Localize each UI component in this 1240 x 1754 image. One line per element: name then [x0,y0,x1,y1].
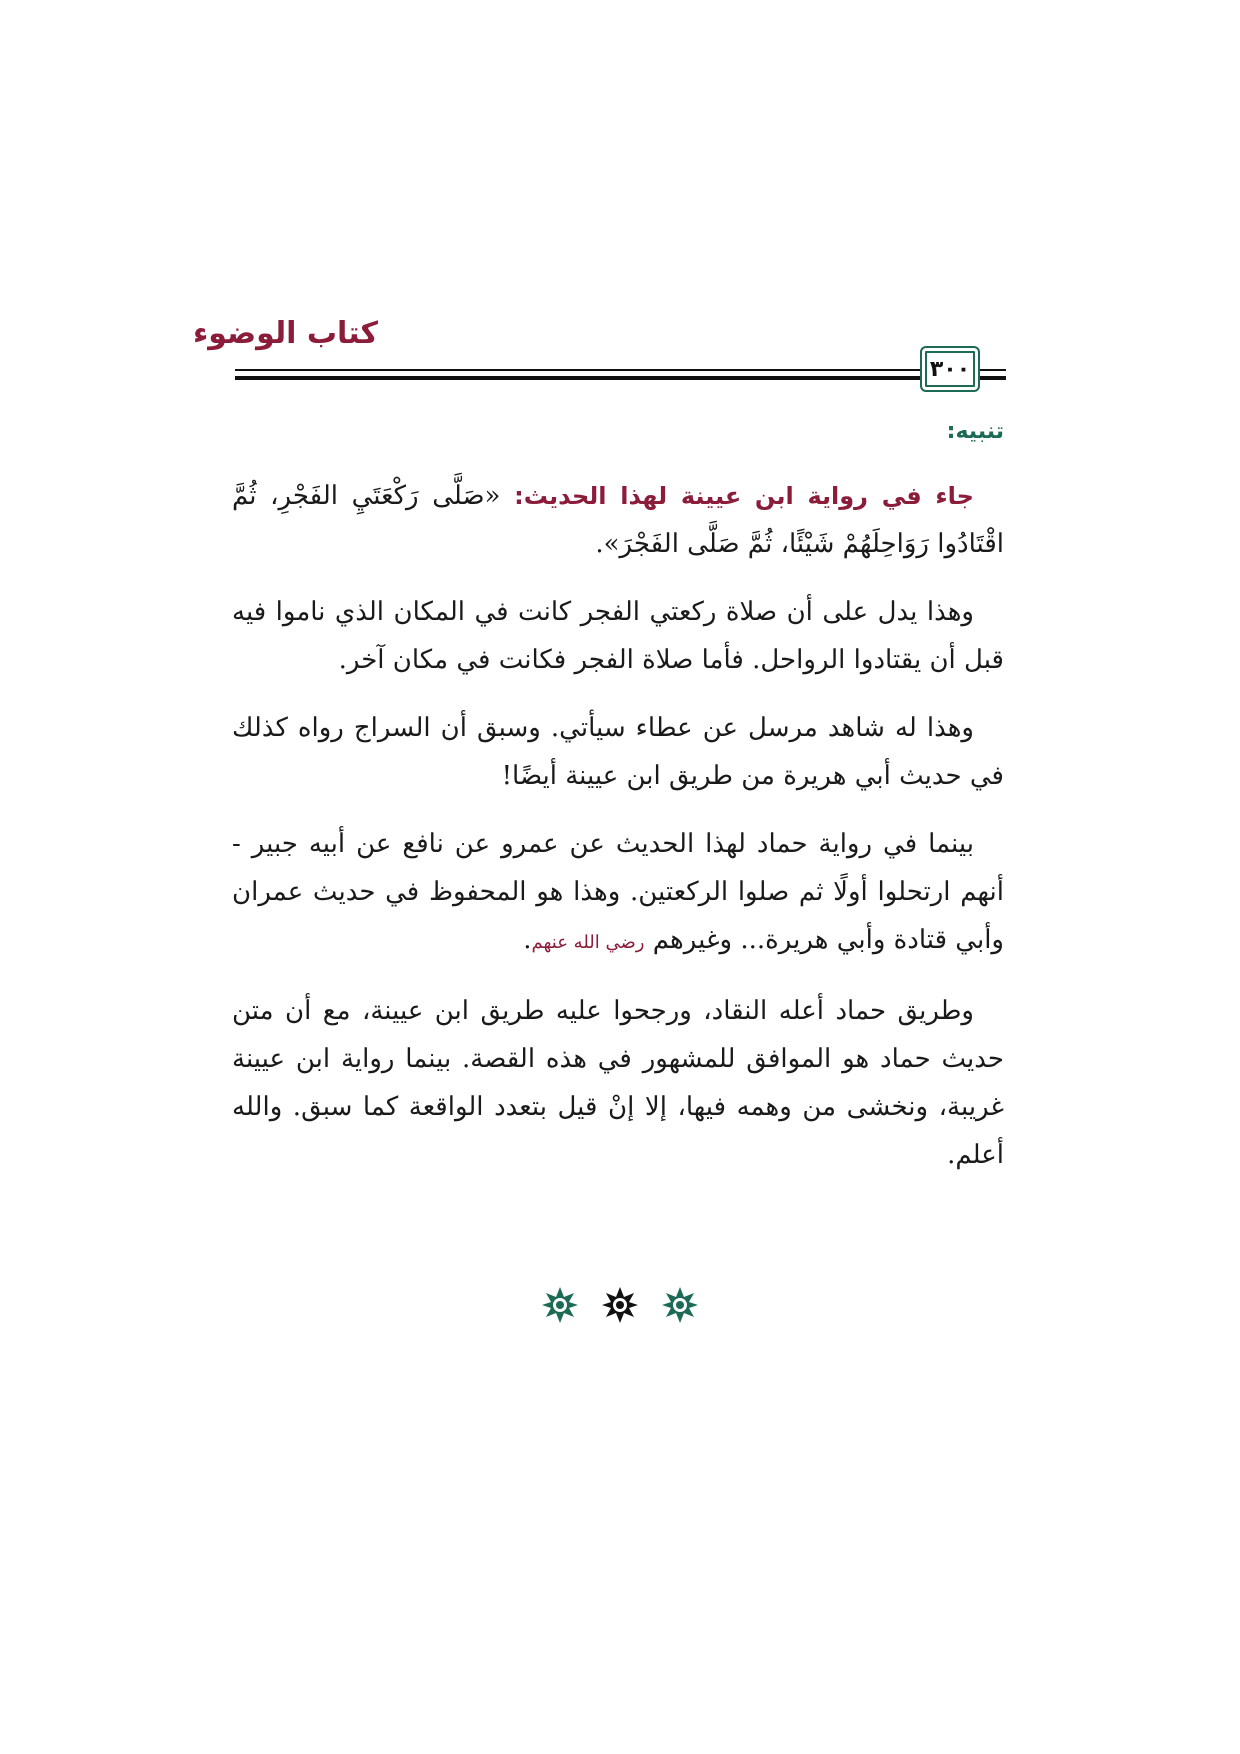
page-body [232,412,1004,1199]
paragraph-end: . [523,925,532,955]
paragraph-lead: جاء في رواية ابن عيينة لهذا الحديث: [514,482,974,510]
paragraph: وهذا يدل على أن صلاة ركعتي الفجر كانت في المكان الذي ناموا فيه قبل أن يقتادوا الرواحل. فأما صلاة الفجر فكانت في مكان آخر. [232,597,1004,675]
header-rule-bottom [235,376,975,380]
paragraph: وطريق حماد أعله النقاد، ورجحوا عليه طريق ابن عيينة، مع أن متن حديث حماد هو الموافق للمشهور في هذه القصة. بينما رواية ابن عيينة غريبة، ونخشى من وهمه فيها، إلا إنْ قيل بتعدد الواقعة كما سبق. والله أعلم. [232,996,1004,1170]
honorific-glyph: رضي الله عنهم [531,932,645,953]
book-title: كتاب الوضوء [192,316,378,351]
paragraph [232,820,1004,967]
section-divider [0,1285,1240,1335]
page-number-frame [920,346,980,392]
header-rule-bottom-short [976,376,1006,380]
hadith-quote: «صَلَّى رَكْعَتَيِ الفَجْرِ، ثُمَّ اقْتَادُوا رَوَاحِلَهُمْ شَيْئًا، ثُمَّ صَلَّى الفَجْرَ». [232,481,1004,559]
page-number: ٣٠٠ [929,356,971,382]
flower-ornament-icon [600,1285,640,1325]
paragraph [232,472,1004,568]
paragraph: وهذا له شاهد مرسل عن عطاء سيأتي. وسبق أن السراج رواه كذلك في حديث أبي هريرة من طريق ابن عيينة أيضًا! [232,713,1004,791]
header-rule-top [235,369,975,371]
header-rule-top-short [976,369,1006,371]
section-heading: تنبيه: [946,419,1004,444]
paragraph-text: بينما في رواية حماد لهذا الحديث عن عمرو عن نافع عن أبيه جبير - أنهم ارتحلوا أولًا ثم صلوا الركعتين. وهذا هو المحفوظ في حديث عمران وأبي قتادة وأبي هريرة... وغيرهم [232,829,1004,955]
flower-ornament-icon [660,1285,700,1325]
flower-ornament-icon [540,1285,580,1325]
